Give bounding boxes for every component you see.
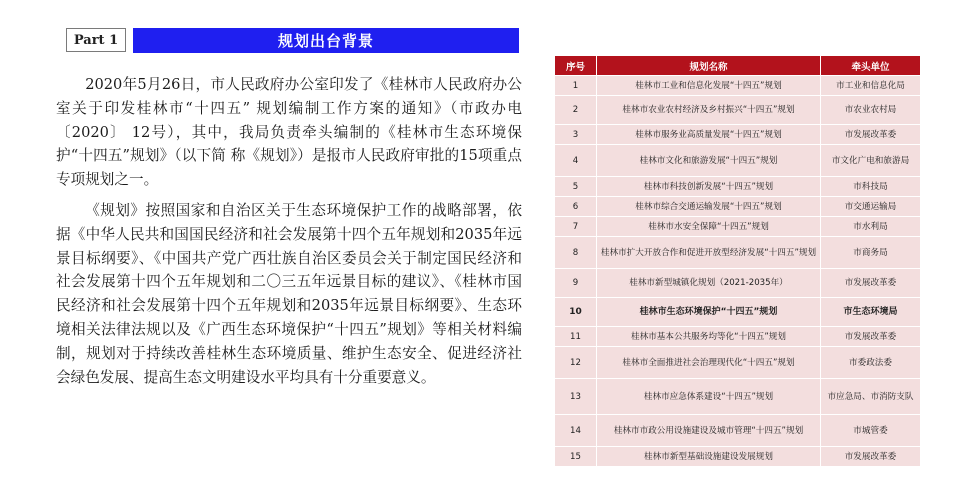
table-row [555,327,921,347]
row-unit: 市城管委 [821,415,921,447]
table-row [555,197,921,217]
plans-table [554,55,921,467]
row-unit: 市交通运输局 [821,197,921,217]
table-row [555,415,921,447]
row-name: 桂林市扩大开放合作和促进开放型经济发展“十四五”规划 [597,237,821,269]
row-name: 桂林市农业农村经济及乡村振兴“十四五”规划 [597,96,821,125]
row-name: 桂林市科技创新发展“十四五”规划 [597,177,821,197]
row-name: 桂林市工业和信息化发展“十四五”规划 [597,76,821,96]
row-unit: 市发展改革委 [821,125,921,145]
row-seq: 3 [555,125,597,145]
row-unit: 市水利局 [821,217,921,237]
header-seq: 序号 [555,56,597,76]
row-name: 桂林市综合交通运输发展“十四五”规划 [597,197,821,217]
row-unit: 市科技局 [821,177,921,197]
row-name: 桂林市生态环境保护“十四五”规划 [597,298,821,327]
row-name: 桂林市全面推进社会治理现代化“十四五”规划 [597,347,821,379]
row-unit: 市农业农村局 [821,96,921,125]
row-seq: 8 [555,237,597,269]
table-row [555,379,921,415]
row-name: 桂林市新型城镇化规划（2021-2035年） [597,269,821,298]
plans-table-container [554,55,920,467]
row-seq: 5 [555,177,597,197]
row-seq: 13 [555,379,597,415]
table-row [555,145,921,177]
header-name: 规划名称 [597,56,821,76]
table-row [555,217,921,237]
body-text [56,73,522,389]
table-row-highlighted [555,298,921,327]
row-unit: 市应急局、市消防支队 [821,379,921,415]
table-row [555,96,921,125]
table-row [555,177,921,197]
paragraph-2: 《规划》按照国家和自治区关于生态环境保护工作的战略部署，依据《中华人民共和国国民经济和社会发展第十四个五年规划和2035年远景目标纲要》、《中国共产党广西壮族自治区委员会关于制定国民经济和社会发展第十四个五年规划和二〇三五年远景目标的建议》、《桂林市国民经济和社会发展第十四个五年规划和2035年远景目标纲要》、生态环境相关法律法规以及《广西生态环境保护“十四五”规划》等相关材料编制，规划对于持续改善桂林生态环境质量、维护生态安全、促进经济社会绿色发展、提高生态文明建设水平均具有十分重要意义。 [56,201,522,386]
paragraph-1: 2020年5月26日，市人民政府办公室印发了《桂林市人民政府办公室关于印发桂林市“十四五” 规划编制工作方案的通知》（市政办电〔2020〕 12号），其中，我局负责牵头编制的《桂林市生态环境保护“十四五”规划》（以下简 称《规划》）是报市人民政府审批的15项重点专项规划之一。 [56,76,522,189]
row-seq: 4 [555,145,597,177]
table-row [555,237,921,269]
row-name: 桂林市文化和旅游发展“十四五”规划 [597,145,821,177]
table-row [555,76,921,96]
row-unit: 市文化广电和旅游局 [821,145,921,177]
row-name: 桂林市应急体系建设“十四五”规划 [597,379,821,415]
row-name: 桂林市新型基础设施建设发展规划 [597,447,821,467]
row-seq: 11 [555,327,597,347]
row-name: 桂林市市政公用设施建设及城市管理“十四五”规划 [597,415,821,447]
row-seq: 9 [555,269,597,298]
row-unit: 市生态环境局 [821,298,921,327]
table-header-row [555,56,921,76]
part-label: Part 1 [66,28,126,52]
row-unit: 市发展改革委 [821,327,921,347]
row-name: 桂林市水安全保障“十四五”规划 [597,217,821,237]
row-seq: 7 [555,217,597,237]
table-row [555,125,921,145]
section-title-banner: 规划出台背景 [133,28,519,53]
row-unit: 市商务局 [821,237,921,269]
row-name: 桂林市服务业高质量发展“十四五”规划 [597,125,821,145]
header-unit: 牵头单位 [821,56,921,76]
row-name: 桂林市基本公共服务均等化“十四五”规划 [597,327,821,347]
row-unit: 市工业和信息化局 [821,76,921,96]
row-unit: 市委政法委 [821,347,921,379]
row-seq: 10 [555,298,597,327]
row-seq: 1 [555,76,597,96]
row-seq: 6 [555,197,597,217]
row-seq: 15 [555,447,597,467]
row-unit: 市发展改革委 [821,447,921,467]
table-row [555,269,921,298]
row-seq: 14 [555,415,597,447]
row-seq: 2 [555,96,597,125]
row-seq: 12 [555,347,597,379]
table-row [555,347,921,379]
table-row [555,447,921,467]
row-unit: 市发展改革委 [821,269,921,298]
